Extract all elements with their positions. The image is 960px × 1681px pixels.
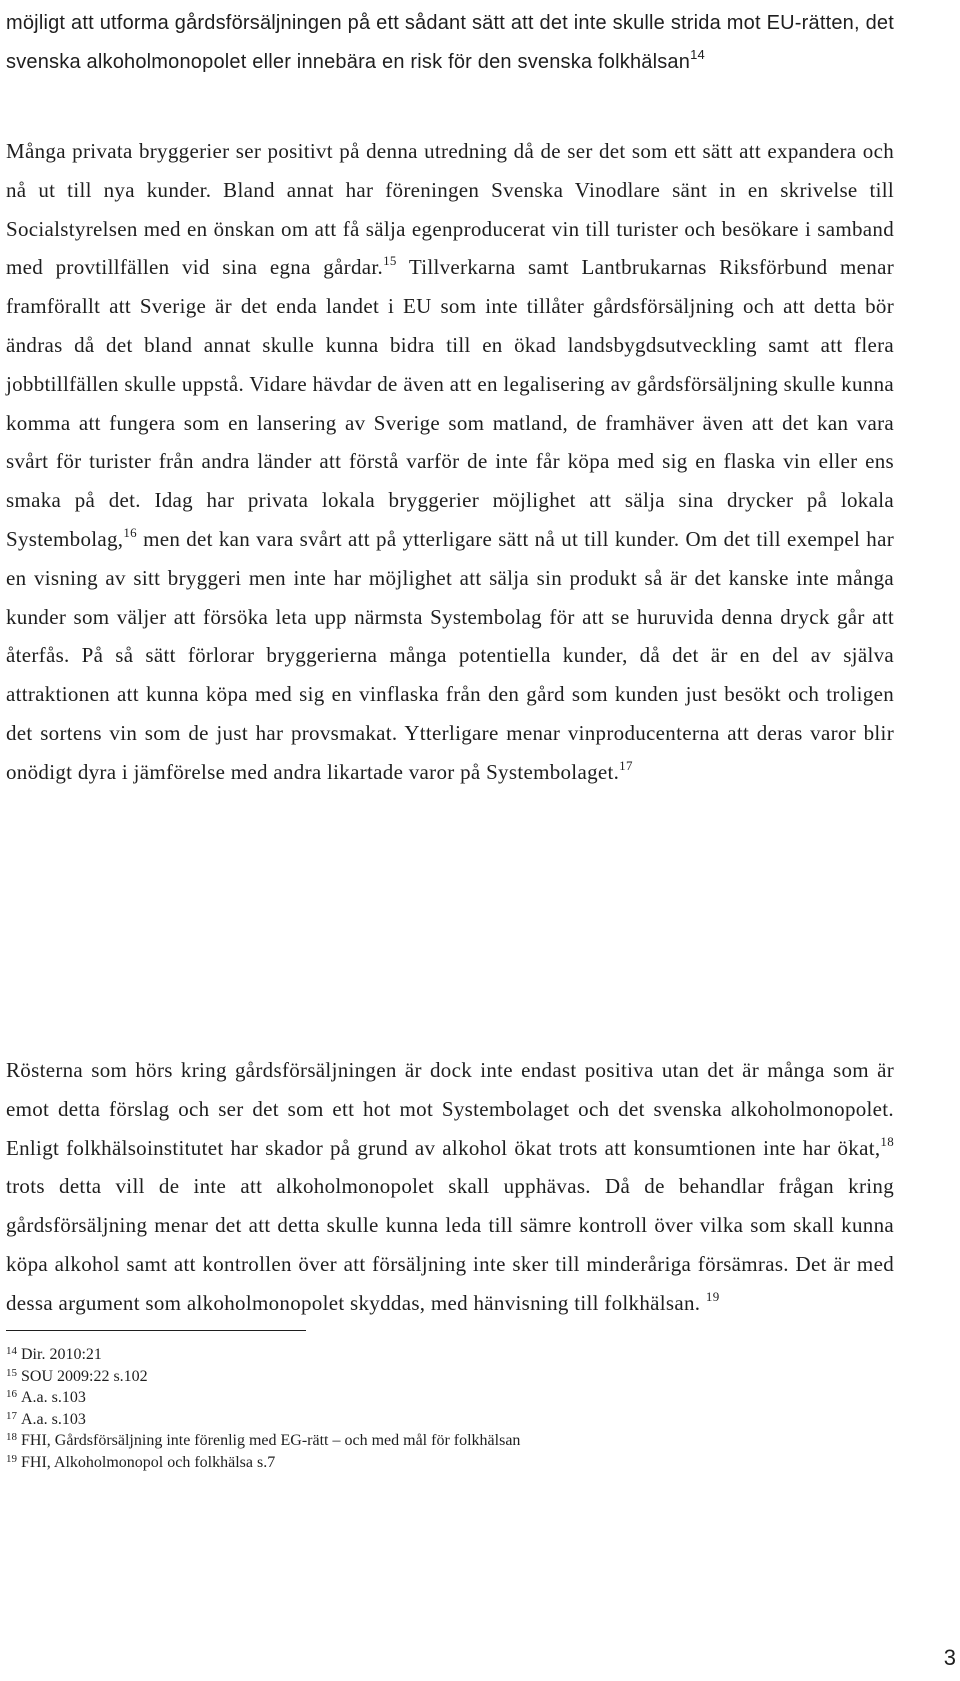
footnotes	[6, 1344, 806, 1473]
footnote-number: 17	[6, 1409, 17, 1422]
footnote-number: 14	[6, 1345, 17, 1357]
footnote-ref-14: 14	[690, 46, 705, 62]
footnote-15	[6, 1366, 806, 1388]
footnote-ref-17: 17	[619, 757, 633, 773]
footnote-14	[6, 1344, 806, 1366]
footnote-number: 15	[6, 1366, 17, 1379]
paragraph-intro: möjligt att utforma gårdsförsäljningen på ett sådant sätt att det inte skulle strida mot EU-rätten, det svenska alkoholmonopolet eller innebära en risk för den svenska folkhälsan$^{14}$	[6, 12, 894, 73]
footnote-18	[6, 1430, 806, 1452]
footnote-text: A.a. s.103	[21, 1389, 86, 1406]
footnote-number: 16	[6, 1388, 17, 1400]
footnote-ref-15: 15	[383, 253, 397, 269]
footnote-ref-16: 16	[123, 524, 137, 540]
footnote-text: Dir. 2010:21	[21, 1346, 102, 1363]
footnote-text: A.a. s.103	[21, 1410, 86, 1428]
paragraph-opposition: Rösterna som hörs kring gårdsförsäljningen är dock inte endast positiva utan det är många som är emot detta förslag och ser det som ett hot mot Systembolaget och det svenska alkoholmonopolet. Enligt folkhälsoinstitutet har skador på grund av alkohol ökat trots att konsumtionen inte har ökat,$^{18}$ trots detta vill de inte att alkoholmonopolet skall upphävas. Då de behandlar frågan kring gårdsförsäljning menar det att detta skulle kunna leda till sämre kontroll över vilka som skall kunna köpa alkohol samt att kontrollen över att försäljning inte sker till minderåriga försämras. Det är med dessa argument som alkoholmonopolet skyddas, med hänvisning till folkhälsan. $^{19}$	[6, 1058, 894, 1315]
paragraph-breweries: Många privata bryggerier ser positivt på denna utredning då de ser det som ett sätt att expandera och nå ut till nya kunder. Bland annat har föreningen Svenska Vinodlare sänt in en skrivelse till Socialstyrelsen med en önskan om att få sälja egenproducerat vin till turister och besökare i samband med provtillfällen vid sina egna gårdar.$^{15}$ Tillverkarna samt Lantbrukarnas Riksförbund menar framförallt att Sverige är det enda landet i EU som inte tillåter gårdsförsäljning och att detta bör ändras då det bland annat skulle kunna bidra till en ökad landsbygdsutveckling samt att flera jobbtillfällen skulle uppstå. Vidare hävdar de även att en legalisering av gårdsförsäljning skulle kunna komma att fungera som en lansering av Sverige som matland, de framhäver även att det kan vara svårt för turister från andra länder att förstå varför de inte får köpa med sig en flaska vin eller ens smaka på det. Idag har privata lokala bryggerier möjlighet att sälja sina drycker på lokala Systembolag,$^{16}$ men det kan vara svårt att på ytterligare sätt nå ut till kunder. Om det till exempel har en visning av sitt bryggeri men inte har möjlighet att sälja sin produkt så är det kanske inte många kunder som väljer att försöka leta upp närmsta Systembolag för att se huruvida denna dryck går att återfås. På så sätt förlorar bryggerierna många potentiella kunder, då det är en del av själva attraktionen att kunna köpa med sig en vinflaska från den gård som kunden just besökt och troligen det sortens vin som de just har provsmakat. Ytterligare menar vinproducenterna att deras varor blir onödigt dyra i jämförelse med andra likartade varor på Systembolaget.$^{17}$	[6, 139, 894, 784]
footnote-separator	[6, 1330, 306, 1331]
footnote-number: 19	[6, 1452, 17, 1465]
footnote-ref-18: 18	[880, 1133, 894, 1149]
footnote-text: FHI, Alkoholmonopol och folkhälsa s.7	[21, 1453, 276, 1471]
footnote-text: FHI, Gårdsförsäljning inte förenlig med EG-rätt – och med mål för folkhälsan	[21, 1432, 521, 1449]
footnote-16	[6, 1387, 806, 1409]
footnote-19	[6, 1452, 806, 1474]
footnote-number: 18	[6, 1431, 17, 1443]
page-number: 3	[943, 1645, 956, 1670]
footnote-text: SOU 2009:22 s.102	[21, 1367, 148, 1385]
footnote-ref-19: 19	[705, 1288, 720, 1304]
footnote-17	[6, 1409, 806, 1431]
